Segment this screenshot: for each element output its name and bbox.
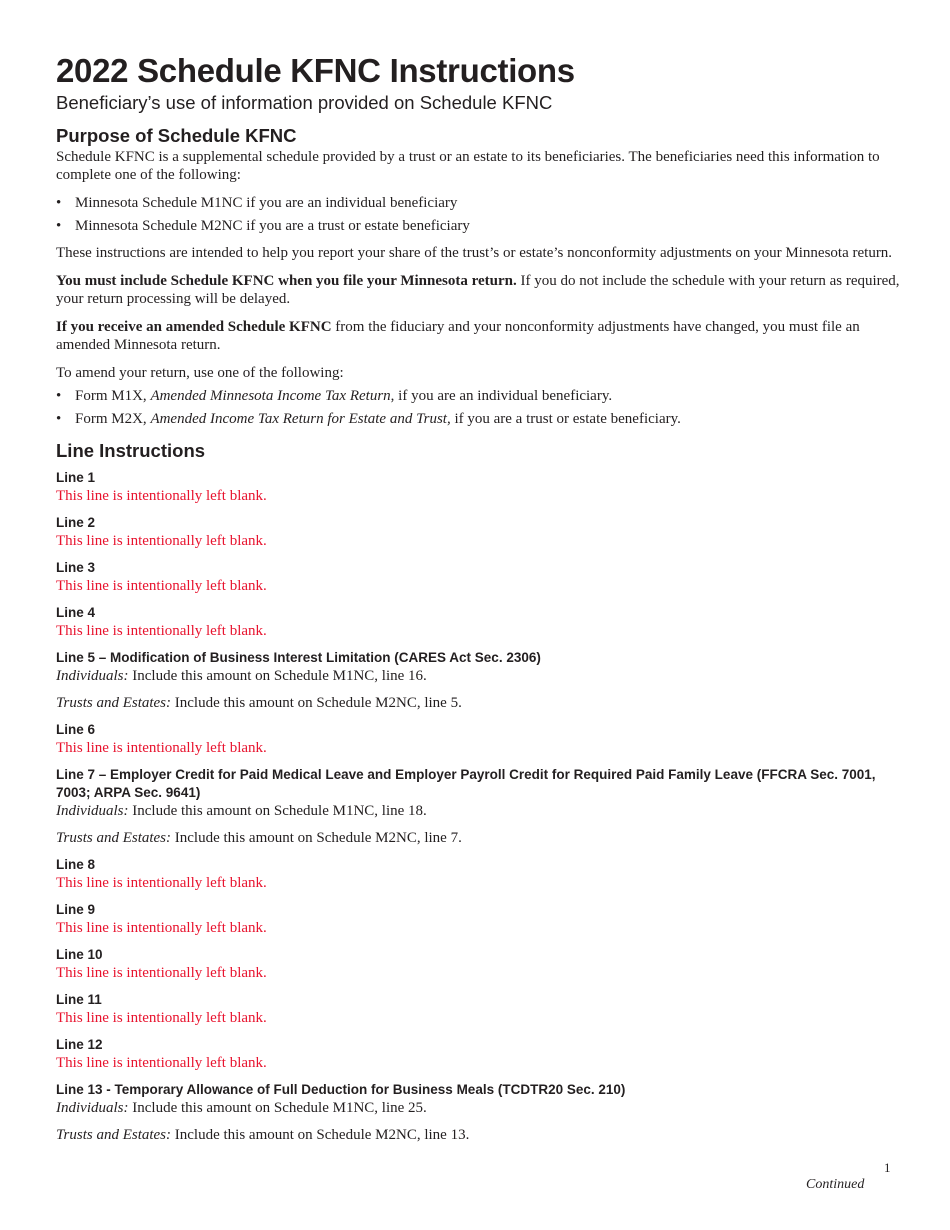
blank-line-note: This line is intentionally left blank. <box>56 1055 267 1071</box>
page-number: 1 <box>884 1160 891 1175</box>
continued-label: Continued <box>806 1177 865 1192</box>
trusts-label: Trusts and Estates: <box>56 695 172 711</box>
individuals-instruction <box>56 667 912 685</box>
line-block <box>56 901 912 937</box>
purpose-heading: Purpose of Schedule KFNC <box>56 125 297 146</box>
trusts-instruction <box>56 829 912 847</box>
amend-form-list <box>56 387 912 428</box>
blank-line-note: This line is intentionally left blank. <box>56 533 267 549</box>
document-subtitle: Beneficiary’s use of information provided on Schedule KFNC <box>56 92 553 113</box>
line-heading: Line 11 <box>56 992 102 1007</box>
line-heading: Line 1 <box>56 470 96 485</box>
line-heading: Line 13 - Temporary Allowance of Full Deduction for Business Meals (TCDTR20 Sec. 210) <box>56 1082 626 1097</box>
trusts-instruction <box>56 694 912 712</box>
individuals-instruction <box>56 802 912 820</box>
trusts-label: Trusts and Estates: <box>56 1127 172 1143</box>
purpose-paragraph-amended <box>56 318 912 354</box>
bold-text: If you receive an amended Schedule KFNC <box>56 319 332 335</box>
paragraph-text: If you do not include the schedule with your return as required, your return processing will be delayed. <box>56 273 900 307</box>
document-title: 2022 Schedule KFNC Instructions <box>56 52 575 89</box>
instruction-text: Include this amount on Schedule M2NC, line 13. <box>171 1127 470 1143</box>
purpose-paragraph-include <box>56 272 912 308</box>
line-instructions-list <box>56 469 912 1144</box>
blank-line-note: This line is intentionally left blank. <box>56 965 267 981</box>
line-heading: Line 4 <box>56 605 96 620</box>
bold-text: You must include Schedule KFNC when you file your Minnesota return. <box>56 273 517 289</box>
list-item <box>56 410 912 428</box>
form-name: Form M1X, <box>75 388 151 404</box>
list-item: • Minnesota Schedule M1NC if you are an individual beneficiary <box>56 194 912 212</box>
instruction-text: Include this amount on Schedule M2NC, line 7. <box>171 830 462 846</box>
paragraph-text: from the fiduciary and your nonconformity adjustments have changed, you must file an amended Minnesota return. <box>56 319 860 353</box>
trusts-label: Trusts and Estates: <box>56 830 172 846</box>
line-heading: Line 12 <box>56 1037 103 1052</box>
form-description: , if you are a trust or estate beneficiary. <box>446 411 681 427</box>
line-heading: Line 10 <box>56 947 103 962</box>
line-heading: Line 3 <box>56 560 96 575</box>
document-page <box>56 50 912 1153</box>
blank-line-note: This line is intentionally left blank. <box>56 740 267 756</box>
form-name: Form M2X, <box>75 411 151 427</box>
individuals-label: Individuals: <box>56 668 129 684</box>
blank-line-note: This line is intentionally left blank. <box>56 920 267 936</box>
blank-line-note: This line is intentionally left blank. <box>56 488 267 504</box>
list-item: • Minnesota Schedule M2NC if you are a trust or estate beneficiary <box>56 217 912 235</box>
line-block <box>56 946 912 982</box>
line-block <box>56 721 912 757</box>
line-heading: Line 8 <box>56 857 96 872</box>
line-heading: Line 2 <box>56 515 96 530</box>
line-block <box>56 1081 912 1144</box>
purpose-paragraph-intent: These instructions are intended to help you report your share of the trust’s or estate’s nonconformity adjustments on your Minnesota return. <box>56 245 893 261</box>
purpose-intro: Schedule KFNC is a supplemental schedule provided by a trust or an estate to its beneficiaries. The beneficiaries need this information to complete one of the following: <box>56 149 880 183</box>
individuals-label: Individuals: <box>56 803 129 819</box>
form-title: Amended Minnesota Income Tax Return <box>150 388 391 404</box>
line-block <box>56 604 912 640</box>
line-block <box>56 1036 912 1072</box>
line-heading: Line 9 <box>56 902 96 917</box>
trusts-instruction <box>56 1126 912 1144</box>
blank-line-note: This line is intentionally left blank. <box>56 623 267 639</box>
line-block <box>56 559 912 595</box>
list-item <box>56 387 912 405</box>
individuals-label: Individuals: <box>56 1100 129 1116</box>
line-block <box>56 514 912 550</box>
line-block <box>56 649 912 712</box>
blank-line-note: This line is intentionally left blank. <box>56 875 267 891</box>
line-heading: Line 5 – Modification of Business Interest Limitation (CARES Act Sec. 2306) <box>56 650 541 665</box>
instruction-text: Include this amount on Schedule M1NC, line 18. <box>128 803 427 819</box>
line-block <box>56 991 912 1027</box>
form-title: Amended Income Tax Return for Estate and Trust <box>150 411 447 427</box>
line-heading: Line 7 – Employer Credit for Paid Medical Leave and Employer Payroll Credit for Required Paid Family Leave (FFCRA Sec. 7001, 7003; ARPA Sec. 9641) <box>56 767 876 800</box>
blank-line-note: This line is intentionally left blank. <box>56 1010 267 1026</box>
instruction-text: Include this amount on Schedule M2NC, line 5. <box>171 695 462 711</box>
line-block <box>56 766 912 847</box>
purpose-bullet-list <box>56 194 912 235</box>
line-block <box>56 856 912 892</box>
instruction-text: Include this amount on Schedule M1NC, line 25. <box>128 1100 427 1116</box>
blank-line-note: This line is intentionally left blank. <box>56 578 267 594</box>
line-heading: Line 6 <box>56 722 96 737</box>
instruction-text: Include this amount on Schedule M1NC, line 16. <box>128 668 427 684</box>
individuals-instruction <box>56 1099 912 1117</box>
amend-intro: To amend your return, use one of the following: <box>56 365 344 381</box>
line-block <box>56 469 912 505</box>
line-instructions-heading: Line Instructions <box>56 440 206 461</box>
form-description: , if you are an individual beneficiary. <box>390 388 613 404</box>
